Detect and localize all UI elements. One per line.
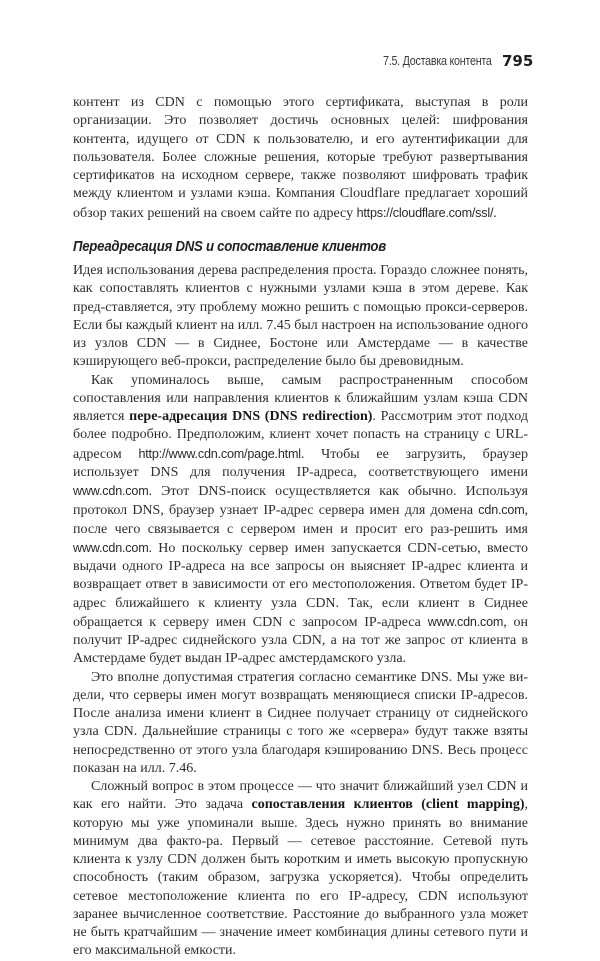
- domain-www-cdn-com: www.cdn.com: [73, 484, 149, 498]
- section-heading: Переадресация DNS и сопоставление клиентов: [73, 237, 386, 255]
- domain-www-cdn-com: www.cdn.com: [73, 540, 149, 555]
- text: . Этот DNS-поиск осуществляется как обычно. Используя протокол DNS, браузер узнает IP-адрес сервера имен для домена: [73, 484, 528, 519]
- url-page-html[interactable]: http://www.cdn.com/page.html: [138, 446, 301, 461]
- paragraph-client-mapping: [73, 778, 528, 961]
- text: . Но поскольку сервер имен запускается CDN-сетью, вместо выдачи одного IP-адреса на все запросы он выясняет IP-адрес клиента и возвращает ответ в зависимости от его местоположения. Ответом будет IP-адрес ближайшего к клиенту узла CDN. Так, если клиент в Сиднее обращается к серверу имен CDN с запросом IP-адреса: [73, 540, 528, 630]
- text: , после чего связывается с сервером имен и просит его раз-решить имя: [73, 503, 528, 537]
- chapter-section-title: 7.5. Доставка контента: [383, 54, 492, 68]
- term-client-mapping: сопоставления клиентов (client mapping): [251, 797, 525, 813]
- running-header: [0, 52, 600, 72]
- page-number: 795: [502, 52, 534, 70]
- domain-cdn-com: cdn.com: [478, 503, 525, 518]
- text: . Рассмотрим этот подход более подробно. Предположим, клиент хочет попасть на страницу с URL-адресом: [73, 409, 528, 462]
- paragraph-distribution-tree: Идея использования дерева распределения проста. Гораздо сложнее понять, как сопоставлять клиентов с нужными узлами кэша в этом дереве. Как пред-ставляется, эту проблему можно решить с помощью прокси-серверов. Если бы каждый клиент на илл. 7.45 был настроен на использование одного из узлов CDN — в Сиднее, Бостоне или Амстердаме — в качестве кэширующего веб-прокси, распределение было бы древовидным.: [73, 263, 528, 370]
- page-body: [73, 94, 528, 961]
- text: . Чтобы ее загрузить, браузер использует DNS для получения IP-адреса, соответствующего имени: [73, 446, 528, 480]
- domain-www-cdn-com: www.cdn.com: [427, 614, 504, 629]
- paragraph-ssl-continuation: [73, 94, 528, 223]
- paragraph-dns-semantics: Это вполне допустимая стратегия согласно семантике DNS. Мы уже ви-дели, что серверы имен могут возвращать меняющиеся списки IP-адресов. После анализа имени клиент в Сиднее получает страницу от сиднейского узла CDN. Дальнейшие страницы с того же «сервера» будут также взяты непосредственно от этого узла благодаря кэшированию DNS. Весь процесс показан на илл. 7.46.: [73, 669, 528, 776]
- paragraph-dns-redirection: [73, 372, 528, 669]
- term-dns-redirection: пере-адресация DNS (DNS redirection): [129, 409, 373, 424]
- text: .: [493, 205, 497, 221]
- text: , которую мы уже упоминали выше. Здесь нужно принять во внимание минимум два факто-ра. Первый — сетевое расстояние. Сетевой путь клиента к узлу CDN должен быть коротким и иметь высокую пропускную способность (таким образом, загрузка ускоряется). Чтобы определить сетевое местоположение клиента по его IP-адресу, CDN используют заранее вычисленное соответствие. Расстояние до выбранного узла может не быть кратчайшим — значение имеет комбинация длины сетевого пути и его максимальной емкости.: [73, 797, 528, 959]
- text: Как упоминалось выше, самым распространенным способом сопоставления или направления клиентов к ближайшим узлам кэша CDN является: [73, 372, 528, 424]
- text: контент из CDN с помощью этого сертификата, выступая в роли организации. Это позволяет достичь основных целей: шифрования контента, идущего от CDN к пользователю, и его аутентификации для пользователя. Более сложные решения, которые требуют развертывания сертификатов на исходном сервере, также позволяют шифровать трафик между клиентом и узлами кэша. Компания Cloudflare предлагает хороший обзор таких решений на своем сайте по адресу: [73, 95, 528, 221]
- text: , он получит IP-адрес сиднейского узла CDN, а на тот же запрос от клиента в Амстердаме будет выдан IP-адрес амстердамского узла.: [73, 614, 529, 667]
- link-cloudflare-ssl[interactable]: https://cloudflare.com/ssl/: [356, 205, 494, 220]
- text: Сложный вопрос в этом процессе — что значит ближайший узел CDN и как его найти. Это задача: [73, 779, 528, 813]
